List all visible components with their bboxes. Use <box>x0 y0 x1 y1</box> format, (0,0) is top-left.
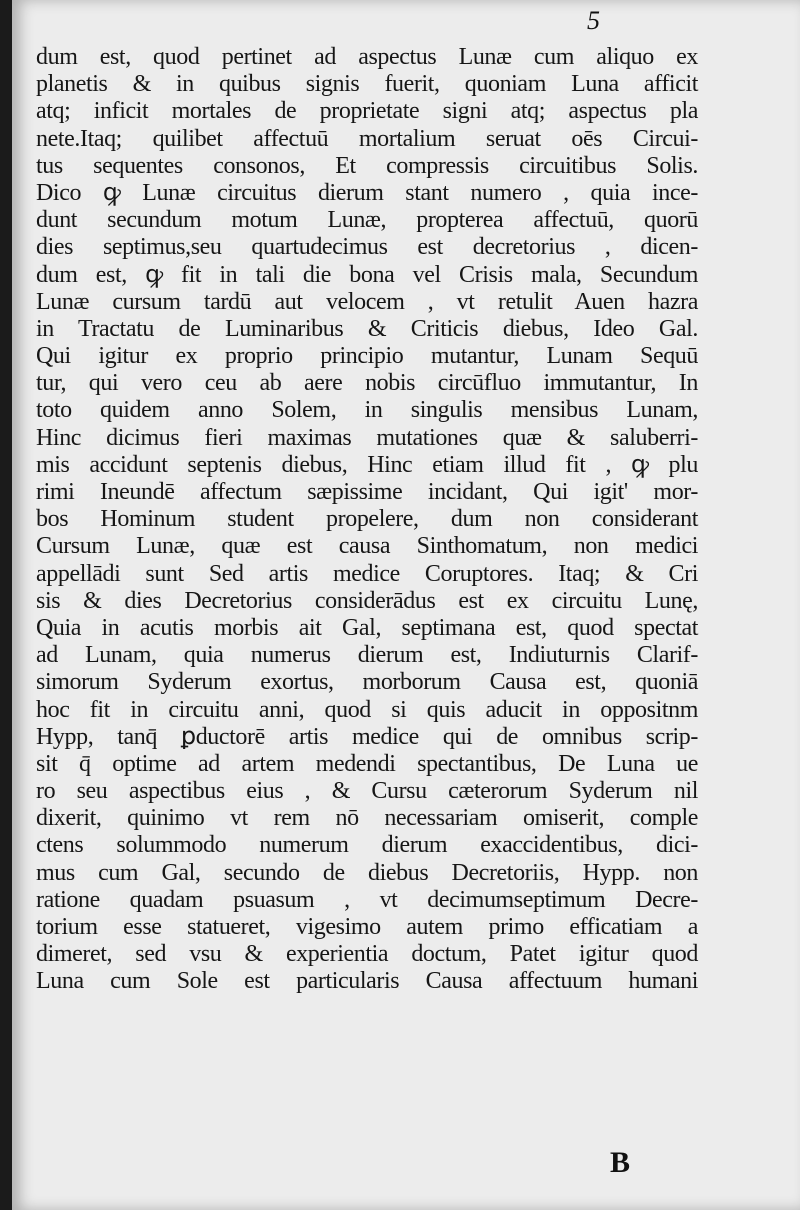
text-line: ctens solummodo numerum dierum exaccidentibus, dici- <box>36 832 698 859</box>
text-line: hoc fit in circuitu anni, quod si quis aducit in oppositnm <box>36 696 698 723</box>
text-line: Quia in acutis morbis ait Gal, septimana est, quod spectat <box>36 614 698 641</box>
text-line: Qui igitur ex proprio principio mutantur, Lunam Sequū <box>36 343 698 370</box>
text-line: torium esse statueret, vigesimo autem primo efficatiam a <box>36 914 698 940</box>
text-line: ad Lunam, quia numerus dierum est, Indiuturnis Clarif- <box>36 642 698 669</box>
text-line: nete.Itaq; quilibet affectuū mortalium seruat oēs Circui- <box>36 125 698 152</box>
text-line: tus sequentes consonos, Et compressis circuitibus Solis. <box>36 152 698 179</box>
text-line: planetis & in quibus signis fuerit, quoniam Luna afficit <box>36 71 698 98</box>
text-line: appellādi sunt Sed artis medice Coruptores. Itaq; & Cri <box>36 560 698 587</box>
text-line: Hinc dicimus fieri maximas mutationes quæ & saluberri- <box>36 424 698 451</box>
text-line: tur, qui vero ceu ab aere nobis circūfluo immutantur, In <box>36 370 698 397</box>
text-line: ratione quadam psuasum , vt decimumseptimum Decre- <box>36 886 698 913</box>
text-line: mus cum Gal, secundo de diebus Decretoriis, Hypp. non <box>36 859 698 886</box>
text-line: simorum Syderum exortus, morborum Causa est, quoniā <box>36 669 698 696</box>
text-line: bos Hominum student propelere, dum non considerant <box>36 506 698 533</box>
text-line: Cursum Lunæ, quæ est causa Sinthomatum, non medici <box>36 533 698 560</box>
text-line: dum est, ꝙ fit in tali die bona vel Crisis mala, Secundum <box>36 261 698 288</box>
text-line: in Tractatu de Luminaribus & Criticis diebus, Ideo Gal. <box>36 315 698 342</box>
text-line: Luna cum Sole est particularis Causa affectuum humani <box>36 968 698 995</box>
text-line: rimi Ineundē affectum sæpissime incidant, Qui igit' mor- <box>36 479 698 505</box>
text-line: Hypp, tanq̄ ꝑductorē artis medice qui de omnibus scrip- <box>36 723 698 750</box>
signature-mark: B <box>610 1146 631 1179</box>
text-line: ro seu aspectibus eius , & Cursu cæterorum Syderum nil <box>36 778 698 805</box>
text-line: Lunæ cursum tardū aut velocem , vt retulit Auen hazra <box>36 288 698 315</box>
text-line: mis accidunt septenis diebus, Hinc etiam illud fit , ꝙ plu <box>36 451 698 478</box>
text-line: Dico ꝙ Lunæ circuitus dierum stant numero , quia ince- <box>36 179 698 206</box>
page-number: 5 <box>587 6 600 35</box>
text-block <box>36 44 698 996</box>
text-line: dies septimus,seu quartudecimus est decretorius , dicen- <box>36 234 698 261</box>
text-line: atq; inficit mortales de proprietate signi atq; aspectus pla <box>36 98 698 125</box>
book-page <box>12 0 800 1210</box>
text-line: sis & dies Decretorius considerādus est ex circuitu Lunę, <box>36 587 698 614</box>
text-line: dimeret, sed vsu & experientia doctum, Patet igitur quod <box>36 941 698 968</box>
text-line: dum est, quod pertinet ad aspectus Lunæ cum aliquo ex <box>36 44 698 70</box>
text-line: dunt secundum motum Lunæ, propterea affectuū, quorū <box>36 207 698 234</box>
text-line: toto quidem anno Solem, in singulis mensibus Lunam, <box>36 397 698 424</box>
text-line: sit q̄ optime ad artem medendi spectantibus, De Luna ue <box>36 750 698 777</box>
text-line: dixerit, quinimo vt rem nō necessariam omiserit, comple <box>36 805 698 832</box>
